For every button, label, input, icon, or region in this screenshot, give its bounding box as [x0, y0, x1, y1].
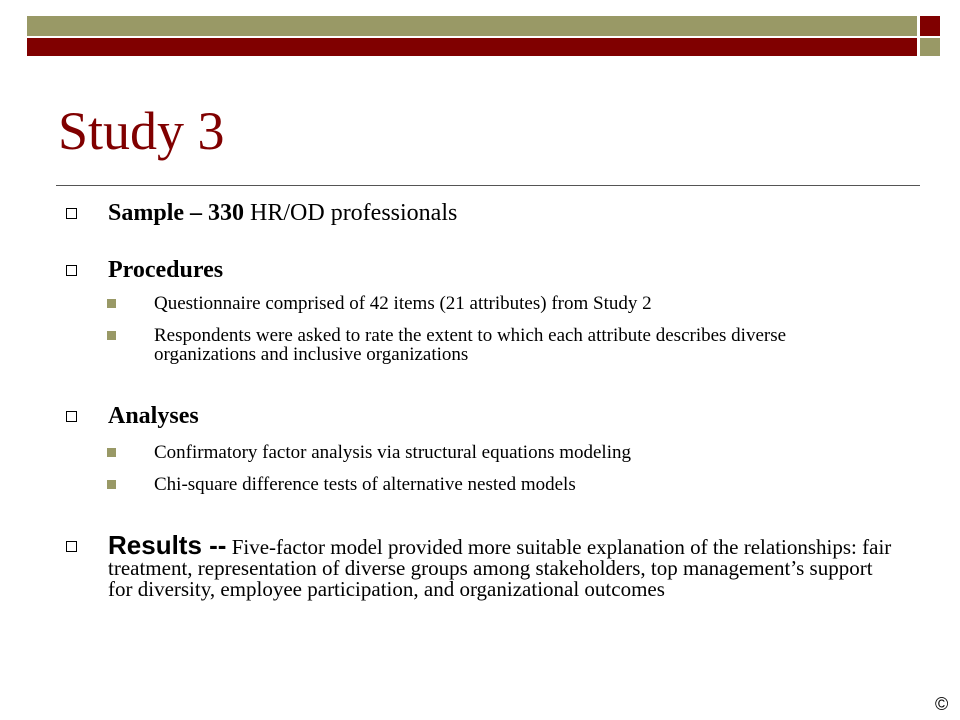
filled-square-bullet-icon	[107, 448, 116, 457]
hollow-square-bullet-icon	[66, 208, 77, 219]
slide-title: Study 3	[58, 101, 225, 161]
analyses-item-text: Chi-square difference tests of alternative nested models	[154, 474, 576, 495]
decorative-header-bars	[0, 0, 960, 60]
results-text: Five-factor model provided more suitable explanation of the relationships: fair treatment, representation of diverse groups among stakeholders, top management’s support for diversity, employee participation, and organizational outcomes	[108, 535, 892, 601]
procedures-heading: Procedures	[108, 257, 224, 283]
copyright-symbol: ©	[935, 694, 949, 714]
analyses-item	[154, 443, 874, 462]
bullet-analyses	[108, 405, 908, 427]
bullet-sample	[108, 202, 908, 224]
maroon-bar	[27, 38, 917, 56]
filled-square-bullet-icon	[107, 331, 116, 340]
hollow-square-bullet-icon	[66, 541, 77, 552]
analyses-item-text: Confirmatory factor analysis via structural equations modeling	[154, 442, 631, 463]
sample-bold-label: Sample – 330	[108, 200, 245, 226]
title-divider	[56, 185, 920, 186]
procedures-item-text: Respondents were asked to rate the extent to which each attribute describes diverse organizations and inclusive organizations	[154, 325, 787, 365]
bullet-procedures	[108, 259, 908, 281]
hollow-square-bullet-icon	[66, 411, 77, 422]
procedures-item-text: Questionnaire comprised of 42 items (21 attributes) from Study 2	[154, 293, 652, 314]
olive-square	[920, 38, 940, 56]
sample-text: HR/OD professionals	[244, 200, 458, 226]
filled-square-bullet-icon	[107, 299, 116, 308]
analyses-item	[154, 475, 874, 494]
procedures-item	[154, 326, 874, 364]
hollow-square-bullet-icon	[66, 265, 77, 276]
maroon-square	[920, 16, 940, 36]
filled-square-bullet-icon	[107, 480, 116, 489]
procedures-item	[154, 294, 874, 313]
results-heading: Results --	[108, 530, 227, 560]
olive-bar	[27, 16, 917, 36]
bullet-results	[108, 530, 898, 601]
analyses-heading: Analyses	[108, 403, 199, 429]
